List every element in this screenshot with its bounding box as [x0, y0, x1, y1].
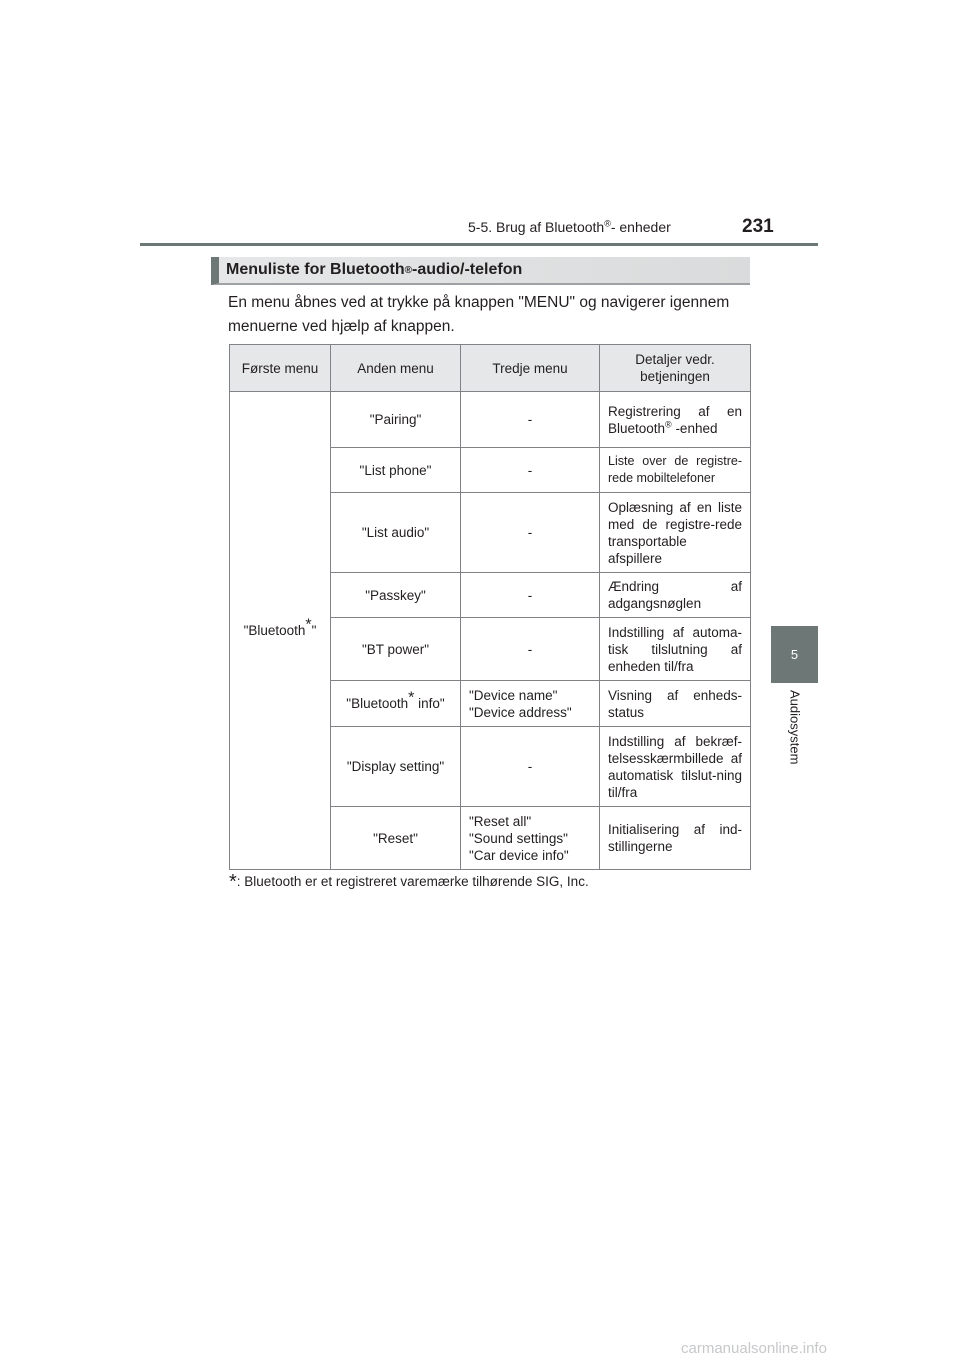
third-menu-cell: -: [461, 448, 600, 493]
chapter-label: Audiosystem: [787, 690, 803, 765]
section-heading-suffix: -audio/-telefon: [412, 261, 523, 278]
watermark: carmanualsonline.info: [681, 1340, 827, 1357]
detail-cell: Ændring af adgangsnøglen: [600, 573, 751, 618]
header-section-title: 5-5. Brug af Bluetooth: [468, 219, 605, 235]
detail-cell: Indstilling af automa-tisk tilslutning af enheden til/fra: [600, 618, 751, 681]
detail-cell: Initialisering af ind-stillingerne: [600, 807, 751, 870]
third-menu-cell: -: [461, 727, 600, 807]
table-header-row: [230, 345, 751, 392]
footnote: [229, 871, 589, 894]
column-header: Første menu: [230, 345, 331, 392]
footnote-marker: *: [408, 689, 415, 707]
third-menu-cell: "Device name" "Device address": [461, 681, 600, 727]
third-menu-cell: -: [461, 392, 600, 448]
footnote-marker: *: [305, 616, 312, 634]
second-menu-cell: "Reset": [331, 807, 461, 870]
column-header: Detaljer vedr. betjeningen: [600, 345, 751, 392]
column-header: Tredje menu: [461, 345, 600, 392]
header-section-suffix: - enheder: [610, 219, 671, 235]
section-heading-text: Menuliste for Bluetooth: [226, 261, 405, 278]
detail-cell: Indstilling af bekræf-telsesskærmbillede af automatisk tilslut-ning til/fra: [600, 727, 751, 807]
detail-cell: Registrering af en Bluetooth® -enhed: [600, 392, 751, 448]
second-menu-cell: "Display setting": [331, 727, 461, 807]
section-heading: [211, 257, 750, 285]
footnote-marker: *: [229, 871, 237, 893]
registered-mark: ®: [404, 264, 413, 276]
second-menu-cell: "Passkey": [331, 573, 461, 618]
intro-paragraph: En menu åbnes ved at trykke på knappen "MENU" og navigerer igennem menuerne ved hjælp af knappen.: [228, 294, 730, 335]
detail-cell: Oplæsning af en liste med de registre-rede transportable afspillere: [600, 493, 751, 573]
second-menu-cell: "Pairing": [331, 392, 461, 448]
detail-cell: Visning af enheds-status: [600, 681, 751, 727]
first-menu-cell: "Bluetooth*": [230, 392, 331, 870]
second-menu-cell: "List audio": [331, 493, 461, 573]
running-header: [468, 219, 671, 235]
column-header: Anden menu: [331, 345, 461, 392]
second-menu-cell: "BT power": [331, 618, 461, 681]
page-number: 231: [742, 216, 774, 237]
third-menu-cell: -: [461, 618, 600, 681]
third-menu-cell: -: [461, 573, 600, 618]
second-menu-cell: "Bluetooth* info": [331, 681, 461, 727]
chapter-tab: 5: [771, 626, 818, 683]
table-row: [230, 392, 751, 448]
third-menu-cell: "Reset all" "Sound settings" "Car device info": [461, 807, 600, 870]
second-menu-cell: "List phone": [331, 448, 461, 493]
menu-table: [229, 344, 751, 870]
header-rule: [140, 243, 818, 246]
footnote-text: : Bluetooth er et registreret varemærke tilhørende SIG, Inc.: [236, 874, 589, 889]
detail-cell: Liste over de registre-rede mobiltelefoner: [600, 448, 751, 493]
registered-mark: ®: [604, 218, 611, 229]
third-menu-cell: -: [461, 493, 600, 573]
